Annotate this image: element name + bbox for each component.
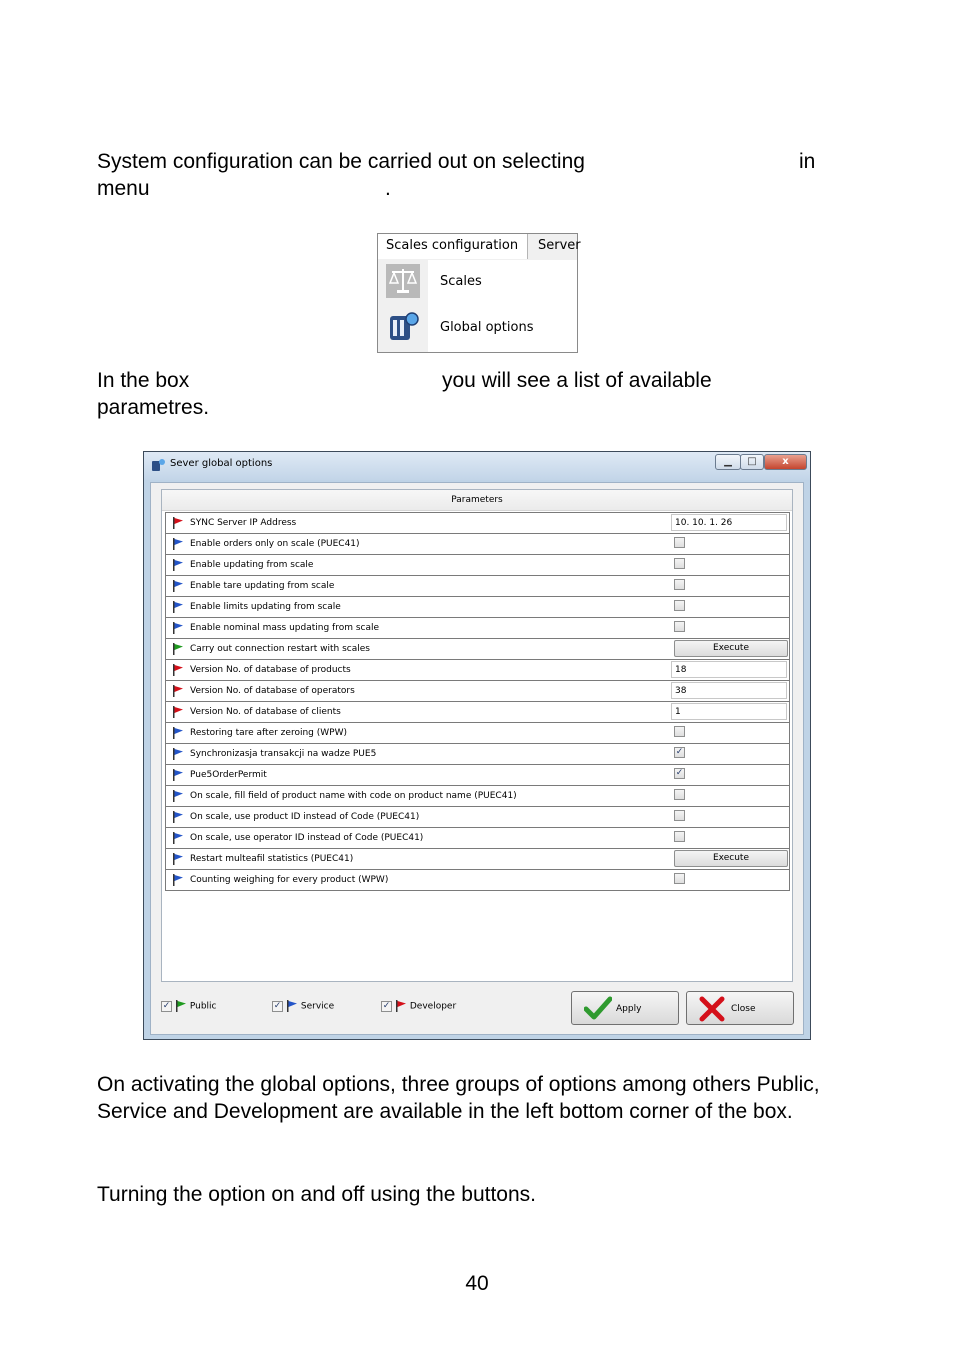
page-number: 40	[465, 1272, 489, 1295]
parameter-value-field[interactable]: 10. 10. 1. 26	[671, 514, 787, 531]
group-service[interactable]	[272, 1000, 334, 1014]
parameter-label: Version No. of database of products	[190, 665, 351, 675]
parameter-value-field[interactable]: 18	[671, 661, 787, 678]
flag-blue-icon	[172, 727, 184, 739]
box-line1-start: In the box	[97, 369, 190, 392]
parameter-checkbox[interactable]	[674, 873, 685, 884]
flag-blue-icon	[172, 811, 184, 823]
global-options-icon	[386, 310, 420, 344]
execute-button[interactable]: Execute	[674, 850, 788, 867]
scales-icon	[386, 264, 420, 298]
flag-red-icon	[172, 664, 184, 676]
paragraph-toggle: Turning the option on and off using the buttons.	[97, 1183, 536, 1206]
menu-body	[378, 260, 577, 352]
parameter-label: Enable orders only on scale (PUEC41)	[190, 539, 360, 549]
table-row	[165, 702, 790, 723]
global-options-window	[143, 451, 811, 1040]
parameter-checkbox[interactable]	[674, 579, 685, 590]
parameter-label: Restoring tare after zeroing (WPW)	[190, 728, 347, 738]
minimize-button[interactable]: ▁	[715, 454, 741, 470]
window-client	[150, 482, 804, 1035]
parameter-value-field[interactable]: 38	[671, 682, 787, 699]
flag-red-icon	[172, 706, 184, 718]
parameter-label: On scale, fill field of product name with code on product name (PUEC41)	[190, 791, 517, 801]
flag-blue-icon	[172, 790, 184, 802]
parameter-checkbox[interactable]	[674, 789, 685, 800]
window-title: Sever global options	[170, 458, 273, 469]
group-service-checkbox[interactable]: ✓	[273, 1000, 282, 1011]
table-row	[165, 681, 790, 702]
parameter-label: Pue5OrderPermit	[190, 770, 267, 780]
table-row	[165, 512, 790, 534]
parameter-label: Synchronizasja transakcji na wadze PUE5	[190, 749, 377, 759]
paragraph-groups: On activating the global options, three groups of options among others Public, Service and Development are available in the left bottom corner of the box.	[97, 1073, 820, 1123]
parameter-label: Enable updating from scale	[190, 560, 314, 570]
intro-line1-end: in	[799, 150, 816, 173]
checkmark-icon	[584, 996, 612, 1020]
parameter-checkbox[interactable]: ✓	[675, 747, 684, 757]
table-row	[165, 618, 790, 639]
flag-green-icon	[175, 1000, 187, 1012]
parameter-label: On scale, use operator ID instead of Code (PUEC41)	[190, 833, 424, 843]
table-row	[165, 849, 790, 870]
flag-red-icon	[395, 1000, 407, 1012]
table-row	[165, 828, 790, 849]
parameter-label: Version No. of database of clients	[190, 707, 341, 717]
parameter-checkbox[interactable]	[674, 537, 685, 548]
intro-line2-start: menu	[97, 177, 150, 200]
table-row	[165, 870, 790, 891]
parameter-checkbox[interactable]: ✓	[675, 768, 684, 778]
parameter-label: Enable limits updating from scale	[190, 602, 341, 612]
table-row	[165, 597, 790, 618]
maximize-button[interactable]: □	[740, 454, 764, 470]
table-row	[165, 744, 790, 765]
execute-button[interactable]: Execute	[674, 640, 788, 657]
parameter-value-field[interactable]: 1	[671, 703, 787, 720]
flag-blue-icon	[286, 1000, 298, 1012]
parameter-checkbox[interactable]	[674, 831, 685, 842]
intro-line1-start: System configuration can be carried out on selecting	[97, 150, 585, 173]
parameter-label: On scale, use product ID instead of Code (PUEC41)	[190, 812, 420, 822]
flag-red-icon	[172, 685, 184, 697]
parameter-label: Enable tare updating from scale	[190, 581, 335, 591]
flag-green-icon	[172, 643, 184, 655]
group-public[interactable]	[161, 1000, 217, 1014]
parameters-panel	[161, 489, 793, 982]
flag-blue-icon	[172, 601, 184, 613]
flag-blue-icon	[172, 874, 184, 886]
flag-blue-icon	[172, 538, 184, 550]
table-row	[165, 765, 790, 786]
table-row	[165, 786, 790, 807]
table-row	[165, 534, 790, 555]
table-row	[165, 555, 790, 576]
apply-button[interactable]	[571, 991, 679, 1025]
menu-screenshot	[377, 233, 581, 353]
table-row	[165, 639, 790, 660]
flag-red-icon	[172, 517, 184, 529]
tab-scales-configuration[interactable]: Scales configuration	[378, 234, 528, 259]
window-titlebar	[144, 452, 810, 480]
parameter-label: SYNC Server IP Address	[190, 518, 297, 528]
table-row	[165, 576, 790, 597]
parameters-header: Parameters	[162, 490, 792, 511]
box-line1-end: you will see a list of available	[442, 369, 712, 392]
box-line2: parametres.	[97, 396, 210, 419]
close-x-icon	[699, 996, 725, 1022]
flag-blue-icon	[172, 769, 184, 781]
menu-item-global-options[interactable]: Global options	[440, 320, 534, 335]
flag-blue-icon	[172, 853, 184, 865]
table-row	[165, 723, 790, 744]
parameter-checkbox[interactable]	[674, 621, 685, 632]
table-row	[165, 807, 790, 828]
intro-line2-end: .	[385, 177, 391, 200]
parameter-label: Restart multeafil statistics (PUEC41)	[190, 854, 354, 864]
parameter-checkbox[interactable]	[674, 810, 685, 821]
group-developer[interactable]	[381, 1000, 456, 1014]
group-public-checkbox[interactable]: ✓	[162, 1000, 171, 1011]
parameter-checkbox[interactable]	[674, 600, 685, 611]
flag-blue-icon	[172, 559, 184, 571]
group-public-label: Public	[189, 1001, 217, 1012]
close-button[interactable]	[686, 991, 794, 1025]
parameter-label: Carry out connection restart with scales	[190, 644, 370, 654]
parameter-checkbox[interactable]	[674, 558, 685, 569]
parameter-checkbox[interactable]	[674, 726, 685, 737]
flag-blue-icon	[172, 580, 184, 592]
apply-label: Apply	[616, 1004, 642, 1014]
flag-blue-icon	[172, 748, 184, 760]
group-developer-label: Developer	[409, 1001, 457, 1012]
table-row	[165, 660, 790, 681]
tab-server[interactable]: Server	[538, 238, 581, 253]
parameters-list	[165, 512, 790, 891]
group-service-label: Service	[300, 1001, 335, 1012]
app-icon	[151, 458, 165, 472]
parameter-label: Counting weighing for every product (WPW)	[190, 875, 389, 885]
window-close-button[interactable]: x	[764, 454, 807, 470]
close-label: Close	[731, 1004, 756, 1014]
menu-item-scales[interactable]: Scales	[440, 274, 482, 289]
flag-blue-icon	[172, 622, 184, 634]
menu-tabs	[378, 234, 581, 261]
parameter-label: Enable nominal mass updating from scale	[190, 623, 380, 633]
flag-blue-icon	[172, 832, 184, 844]
parameter-label: Version No. of database of operators	[190, 686, 355, 696]
group-developer-checkbox[interactable]: ✓	[382, 1000, 391, 1011]
